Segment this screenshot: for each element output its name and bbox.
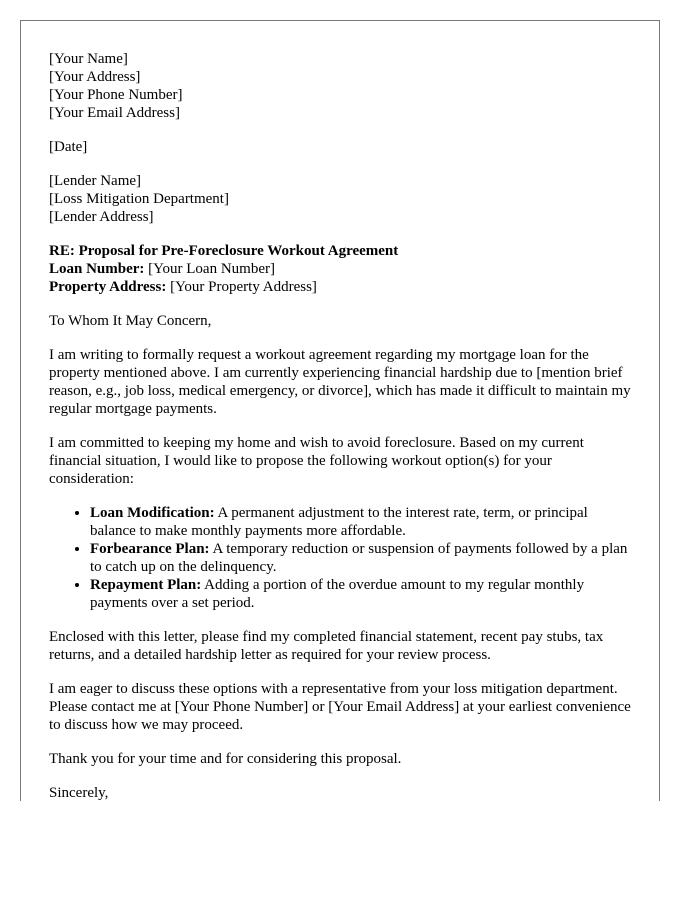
sender-block — [49, 50, 631, 122]
discuss-paragraph: I am eager to discuss these options with a representative from your loss mitigation department. Please contact me at [Your Phone Number] or [Your Email Address] at your earliest convenience to discuss how we may proceed. — [49, 681, 631, 733]
subject-line — [49, 242, 631, 260]
option-text: Adding a portion of the overdue amount to my regular monthly payments over a set period. — [90, 577, 585, 611]
commitment-paragraph: I am committed to keeping my home and wish to avoid foreclosure. Based on my current financial situation, I would like to propose the following workout option(s) for your consideration: — [49, 435, 584, 487]
intro-paragraph: I am writing to formally request a workout agreement regarding my mortgage loan for the property mentioned above. I am currently experiencing financial hardship due to [mention brief reason, e.g., job loss, medical emergency, or divorce], which has made it difficult to maintain my regular mortgage payments. — [49, 347, 631, 417]
property-address-label: Property Address: — [49, 279, 167, 295]
list-item — [90, 576, 631, 612]
sender-name: [Your Name] — [49, 51, 128, 67]
loan-number-label: Loan Number: — [49, 261, 145, 277]
loan-number-line — [49, 260, 631, 278]
option-label: Loan Modification: — [90, 505, 215, 521]
sender-phone: [Your Phone Number] — [49, 87, 183, 103]
property-address-value: [Your Property Address] — [166, 279, 317, 295]
sender-email: [Your Email Address] — [49, 105, 180, 121]
enclosed-paragraph: Enclosed with this letter, please find my completed financial statement, recent pay stubs, tax returns, and a detailed hardship letter as required for your review process. — [49, 629, 604, 663]
option-text: A permanent adjustment to the interest rate, term, or principal balance to make monthly payments more affordable. — [90, 505, 588, 539]
reference-block — [49, 242, 631, 296]
option-label: Repayment Plan: — [90, 577, 202, 593]
loan-number-value: [Your Loan Number] — [144, 261, 275, 277]
recipient-department: [Loss Mitigation Department] — [49, 191, 229, 207]
subject-text: RE: Proposal for Pre-Foreclosure Workout Agreement — [49, 243, 399, 259]
recipient-name: [Lender Name] — [49, 173, 142, 189]
option-label: Forbearance Plan: — [90, 541, 210, 557]
closing: Sincerely, — [49, 785, 109, 801]
workout-options-list — [49, 504, 631, 612]
letter-date: [Date] — [49, 139, 88, 155]
recipient-address: [Lender Address] — [49, 209, 154, 225]
thanks-paragraph: Thank you for your time and for considering this proposal. — [49, 751, 402, 767]
salutation: To Whom It May Concern, — [49, 313, 212, 329]
property-address-line — [49, 278, 631, 296]
date-block — [49, 138, 631, 156]
letter-page — [20, 20, 660, 801]
recipient-block — [49, 172, 631, 226]
option-text: A temporary reduction or suspension of payments followed by a plan to catch up on the delinquency. — [90, 541, 628, 575]
list-item — [90, 504, 631, 540]
list-item — [90, 540, 631, 576]
sender-address: [Your Address] — [49, 69, 141, 85]
